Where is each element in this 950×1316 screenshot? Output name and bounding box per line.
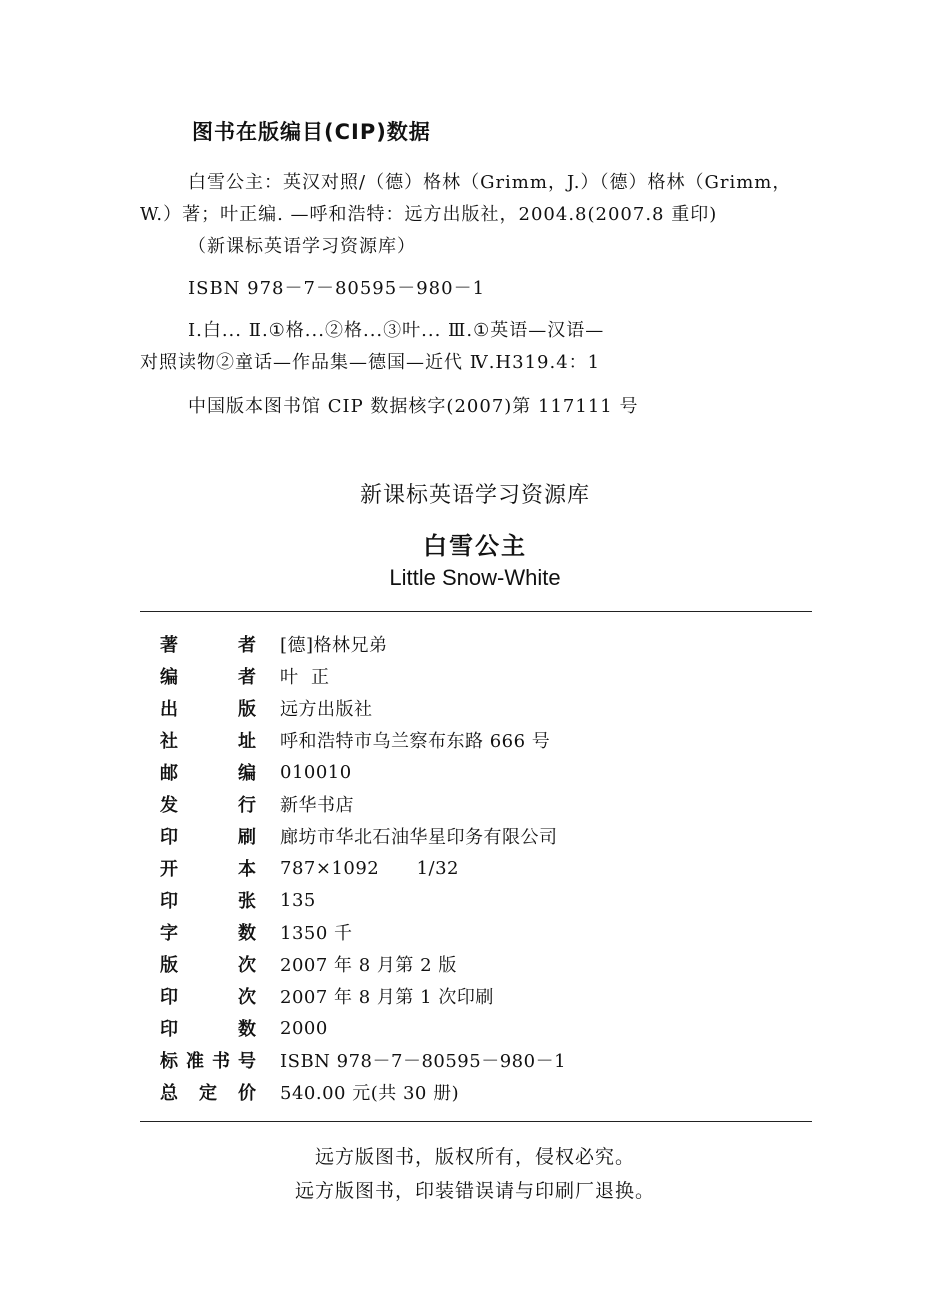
cip-heading: 图书在版编目(CIP)数据 — [192, 120, 431, 144]
detail-label: 著者 — [160, 635, 256, 656]
detail-row-isbn — [160, 1044, 812, 1076]
detail-value: 廊坊市华北石油华星印务有限公司 — [280, 827, 558, 848]
detail-value: 1350 千 — [280, 923, 353, 944]
publication-details — [160, 628, 812, 1108]
detail-value: 2000 — [280, 1017, 328, 1039]
detail-label: 版次 — [160, 955, 256, 976]
detail-value: ISBN 978－7－80595－980－1 — [280, 1051, 567, 1072]
detail-row-printer — [160, 820, 812, 852]
detail-value: 新华书店 — [280, 795, 354, 816]
detail-value: 010010 — [280, 761, 352, 783]
detail-label: 邮编 — [160, 763, 256, 784]
cip-classification-1: Ⅰ.白... Ⅱ.①格...②格...③叶... Ⅲ.①英语—汉语— — [188, 320, 605, 341]
detail-value: 2007 年 8 月第 1 次印刷 — [280, 987, 494, 1008]
cip-isbn: ISBN 978－7－80595－980－1 — [188, 278, 486, 299]
detail-value: 540.00 元(共 30 册) — [280, 1083, 460, 1104]
detail-label: 印张 — [160, 891, 256, 912]
detail-row-sheets — [160, 884, 812, 916]
detail-row-edition — [160, 948, 812, 980]
detail-label: 发行 — [160, 795, 256, 816]
detail-label: 标准书号 — [160, 1051, 256, 1072]
bottom-divider — [140, 1121, 812, 1122]
cip-line-3: （新课标英语学习资源库） — [188, 236, 416, 257]
detail-row-publisher — [160, 692, 812, 724]
copyright-notice: 远方版图书，版权所有，侵权必究。 — [314, 1146, 635, 1168]
detail-label: 印数 — [160, 1019, 256, 1040]
detail-label: 编者 — [160, 667, 256, 688]
detail-value: [德]格林兄弟 — [280, 635, 388, 656]
detail-row-format — [160, 852, 812, 884]
detail-row-address — [160, 724, 812, 756]
detail-value: 呼和浩特市乌兰察布东路 666 号 — [280, 731, 551, 752]
detail-label: 字数 — [160, 923, 256, 944]
detail-value: 叶 正 — [280, 667, 330, 688]
book-title-en: Little Snow-White — [389, 565, 561, 590]
cip-record-number: 中国版本图书馆 CIP 数据核字(2007)第 117111 号 — [188, 396, 639, 417]
detail-row-editor — [160, 660, 812, 692]
return-notice: 远方版图书，印装错误请与印刷厂退换。 — [294, 1180, 655, 1202]
detail-row-word-count — [160, 916, 812, 948]
detail-label: 印次 — [160, 987, 256, 1008]
detail-row-distributor — [160, 788, 812, 820]
detail-row-printing — [160, 980, 812, 1012]
detail-label: 总定价 — [160, 1083, 256, 1104]
detail-row-postcode — [160, 756, 812, 788]
detail-value: 135 — [280, 889, 316, 911]
detail-label: 社址 — [160, 731, 256, 752]
book-title-zh: 白雪公主 — [423, 532, 527, 560]
cip-line-1: 白雪公主：英汉对照/（德）格林（Grimm，J.）（德）格林（Grimm， — [188, 172, 792, 193]
detail-value: 787×1092 1/32 — [280, 857, 459, 879]
detail-label: 印刷 — [160, 827, 256, 848]
detail-row-author — [160, 628, 812, 660]
detail-row-price — [160, 1076, 812, 1108]
series-title: 新课标英语学习资源库 — [359, 483, 590, 508]
detail-row-print-run — [160, 1012, 812, 1044]
cip-line-2: W.）著；叶正编. —呼和浩特：远方出版社，2004.8(2007.8 重印) — [140, 204, 718, 225]
top-divider — [140, 611, 812, 612]
detail-label: 出版 — [160, 699, 256, 720]
cip-classification-2: 对照读物②童话—作品集—德国—近代 Ⅳ.H319.4：1 — [140, 352, 601, 373]
detail-value: 远方出版社 — [280, 699, 373, 720]
detail-label: 开本 — [160, 859, 256, 880]
detail-value: 2007 年 8 月第 2 版 — [280, 955, 457, 976]
